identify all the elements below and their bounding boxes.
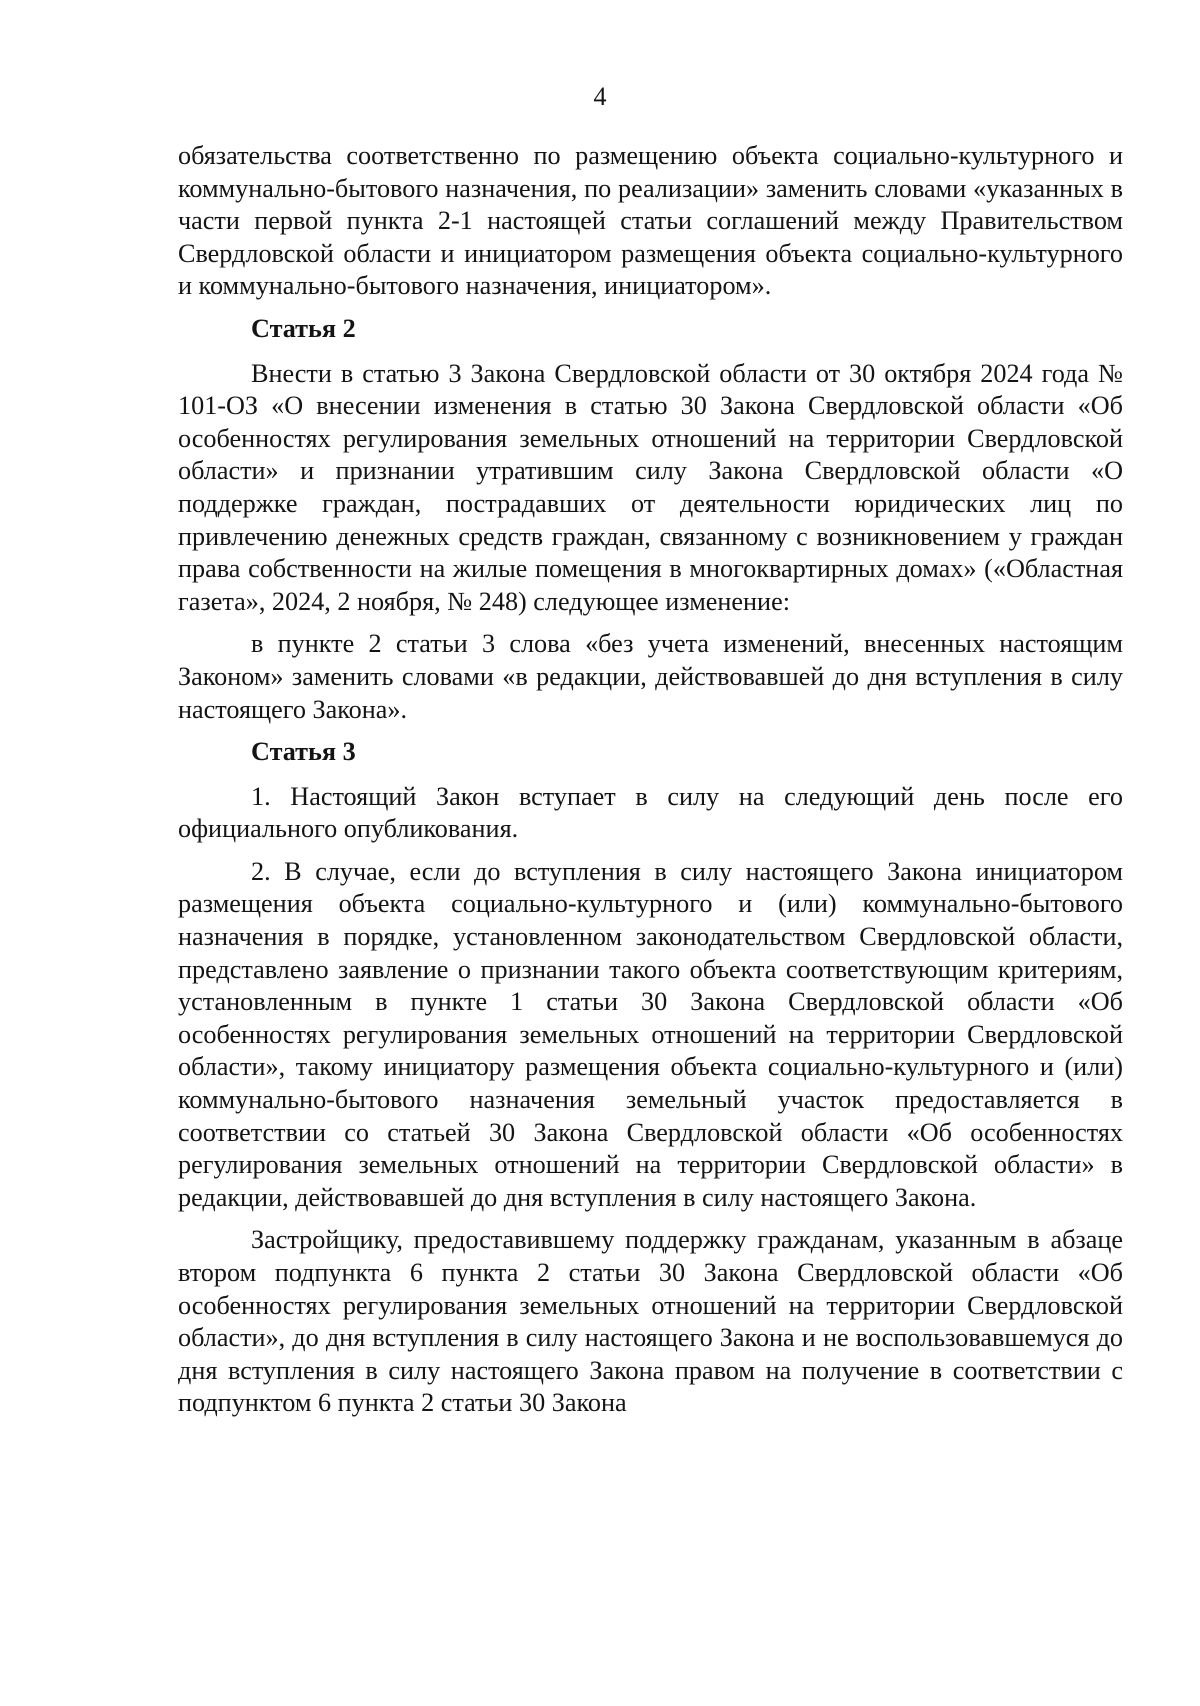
article-3-item-2: 2. В случае, если до вступления в силу настоящего Закона инициатором размещения объекта социально-культурного и (или) коммунально-бытового назначения в порядке, установленном законодательством Свердловской области, представлено заявление о признании такого объекта соответствующим критериям, установленным в пункте 1 статьи 30 Закона Свердловской области «Об особенностях регулирования земельных отношений на территории Свердловской области», такому инициатору размещения объекта социально-культурного и (или) коммунально-бытового назначения земельный участок предоставляется в соответствии со статьей 30 Закона Свердловской области «Об особенностях регулирования земельных отношений на территории Свердловской области» в редакции, действовавшей до дня вступления в силу настоящего Закона.	[178, 856, 1123, 1212]
document-body	[178, 140, 1123, 1430]
article-3-heading: Статья 3	[251, 737, 356, 767]
article-3-item-1: 1. Настоящий Закон вступает в силу на следующий день после его официального опубликования.	[178, 781, 1123, 844]
article-2-paragraph-1: Внести в статью 3 Закона Свердловской области от 30 октября 2024 года № 101-ОЗ «О внесении изменения в статью 30 Закона Свердловской области «Об особенностях регулирования земельных отношений на территории Свердловской области» и признании утратившим силу Закона Свердловской области «О поддержке граждан, пострадавших от деятельности юридических лиц по привлечению денежных средств граждан, связанному с возникновением у граждан права собственности на жилые помещения в многоквартирных домах» («Областная газета», 2024, 2 ноября, № 248) следующее изменение:	[178, 358, 1123, 616]
page-number: 4	[593, 82, 607, 111]
article-2-heading: Статья 2	[251, 313, 356, 343]
paragraph-continuation: обязательства соответственно по размещению объекта социально-культурного и коммунально-бытового назначения, по реализации» заменить словами «указанных в части первой пункта 2-1 настоящей статьи соглашений между Правительством Свердловской области и инициатором размещения объекта социально-культурного и коммунально-бытового назначения, инициатором».	[178, 141, 1123, 301]
article-2-paragraph-2: в пункте 2 статьи 3 слова «без учета изменений, внесенных настоящим Законом» заменить словами «в редакции, действовавшей до дня вступления в силу настоящего Закона».	[178, 629, 1123, 724]
article-3-paragraph-developer: Застройщику, предоставившему поддержку гражданам, указанным в абзаце втором подпункта 6 пункта 2 статьи 30 Закона Свердловской области «Об особенностях регулирования земельных отношений на территории Свердловской области», до дня вступления в силу настоящего Закона и не воспользовавшемуся до дня вступления в силу настоящего Закона правом на получение в соответствии с подпунктом 6 пункта 2 статьи 30 Закона	[178, 1225, 1123, 1418]
